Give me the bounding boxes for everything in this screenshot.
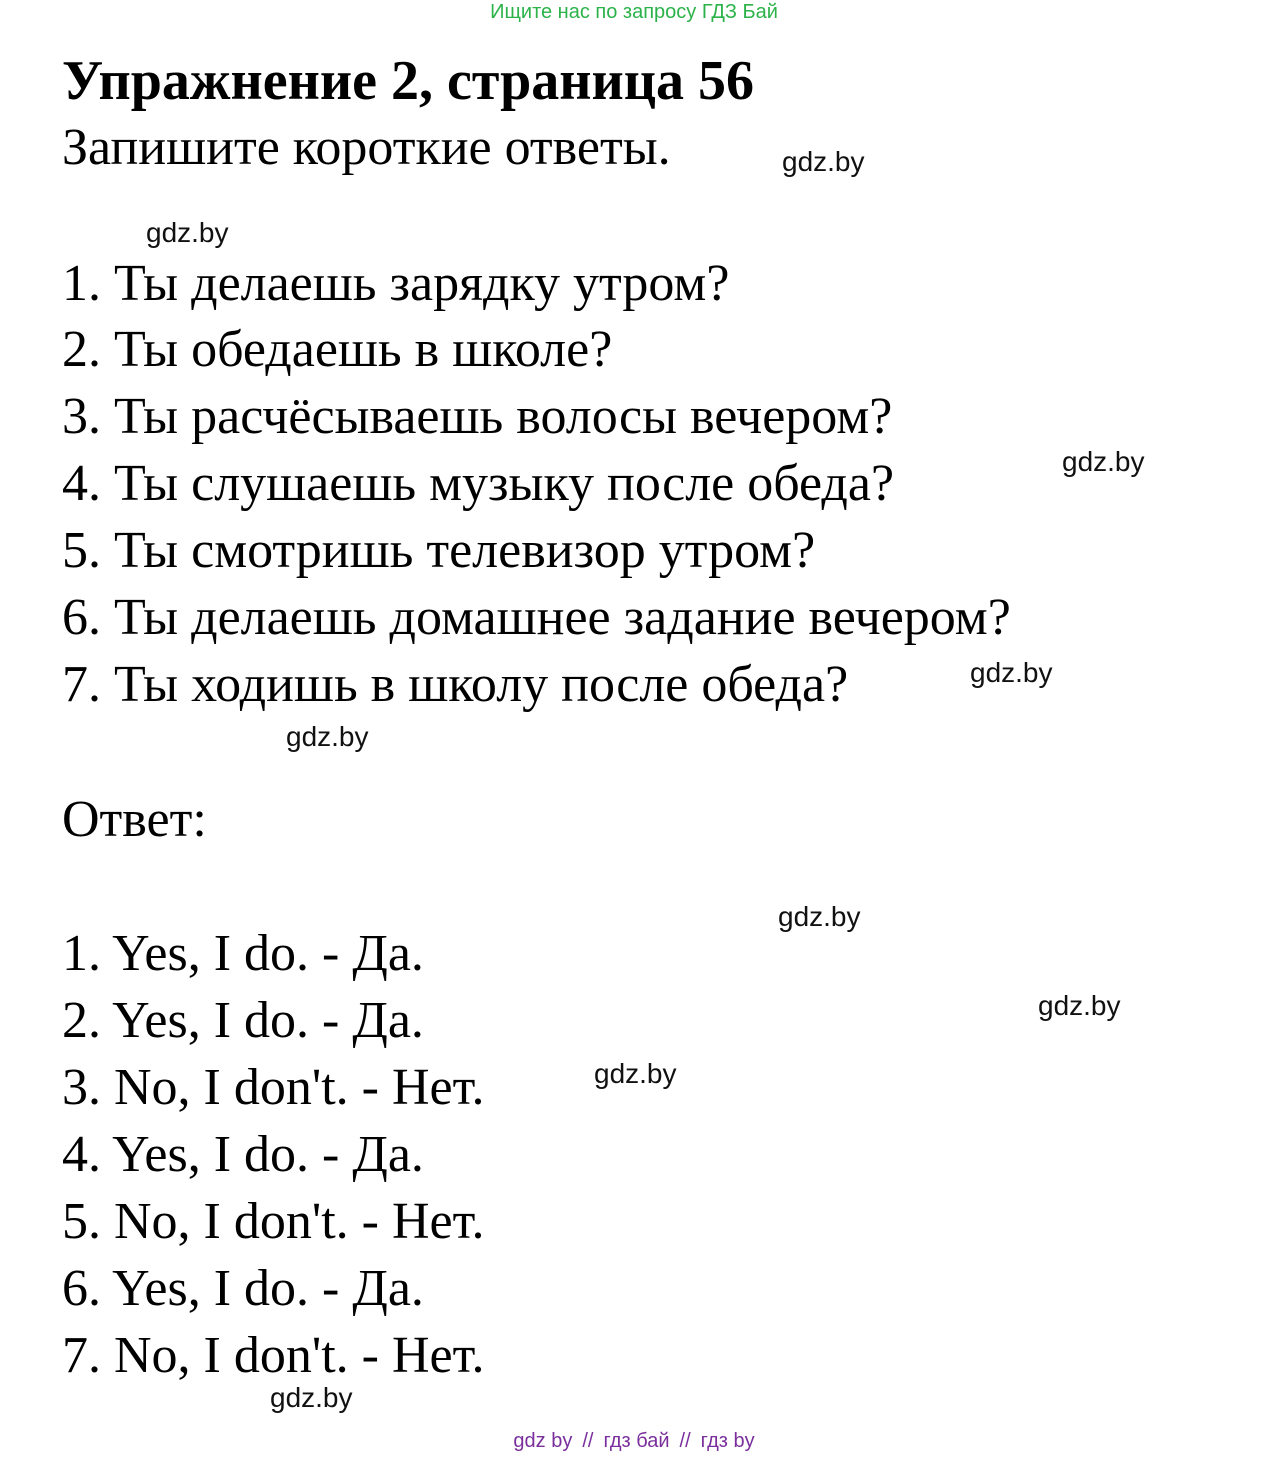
watermark: gdz.by <box>286 721 369 752</box>
watermark: gdz.by <box>1038 990 1121 1021</box>
watermark: gdz.by <box>1062 446 1145 477</box>
watermark: gdz.by <box>594 1058 677 1089</box>
page-title: Упражнение 2, страница 56 <box>62 50 755 112</box>
watermark: gdz.by <box>970 657 1053 688</box>
footer-link-gdz-by-cyr[interactable]: гдз by <box>700 1430 755 1452</box>
question-item: 5. Ты смотришь телевизор утром? <box>62 522 816 579</box>
answer-item: 5. No, I don't. - Нет. <box>62 1193 485 1250</box>
question-item: 2. Ты обедаешь в школе? <box>62 321 613 378</box>
answer-item: 4. Yes, I do. - Да. <box>62 1126 424 1183</box>
watermark: gdz.by <box>778 901 861 932</box>
question-item: 4. Ты слушаешь музыку после обеда? <box>62 455 895 512</box>
question-item: 6. Ты делаешь домашнее задание вечером? <box>62 589 1011 646</box>
instruction-text: Запишите короткие ответы. <box>62 119 671 176</box>
watermark: gdz.by <box>270 1382 353 1413</box>
watermark: gdz.by <box>782 146 865 177</box>
footer-link-gdz-bai[interactable]: гдз бай <box>603 1430 670 1452</box>
footer-link-gdz-by[interactable]: gdz by <box>513 1430 573 1452</box>
answer-item: 3. No, I don't. - Нет. <box>62 1059 485 1116</box>
answer-item: 2. Yes, I do. - Да. <box>62 992 424 1049</box>
footer-separator: // <box>582 1430 594 1452</box>
footer-separator: // <box>679 1430 691 1452</box>
answer-label: Ответ: <box>62 791 207 848</box>
answer-item: 6. Yes, I do. - Да. <box>62 1260 424 1317</box>
question-item: 3. Ты расчёсываешь волосы вечером? <box>62 388 893 445</box>
answer-item: 7. No, I don't. - Нет. <box>62 1327 485 1384</box>
question-item: 1. Ты делаешь зарядку утром? <box>62 255 730 312</box>
watermark: gdz.by <box>146 217 229 248</box>
footer-links <box>0 1428 1268 1454</box>
question-item: 7. Ты ходишь в школу после обеда? <box>62 656 849 713</box>
top-banner[interactable]: Ищите нас по запросу ГДЗ Бай <box>490 1 778 23</box>
answer-item: 1. Yes, I do. - Да. <box>62 925 424 982</box>
